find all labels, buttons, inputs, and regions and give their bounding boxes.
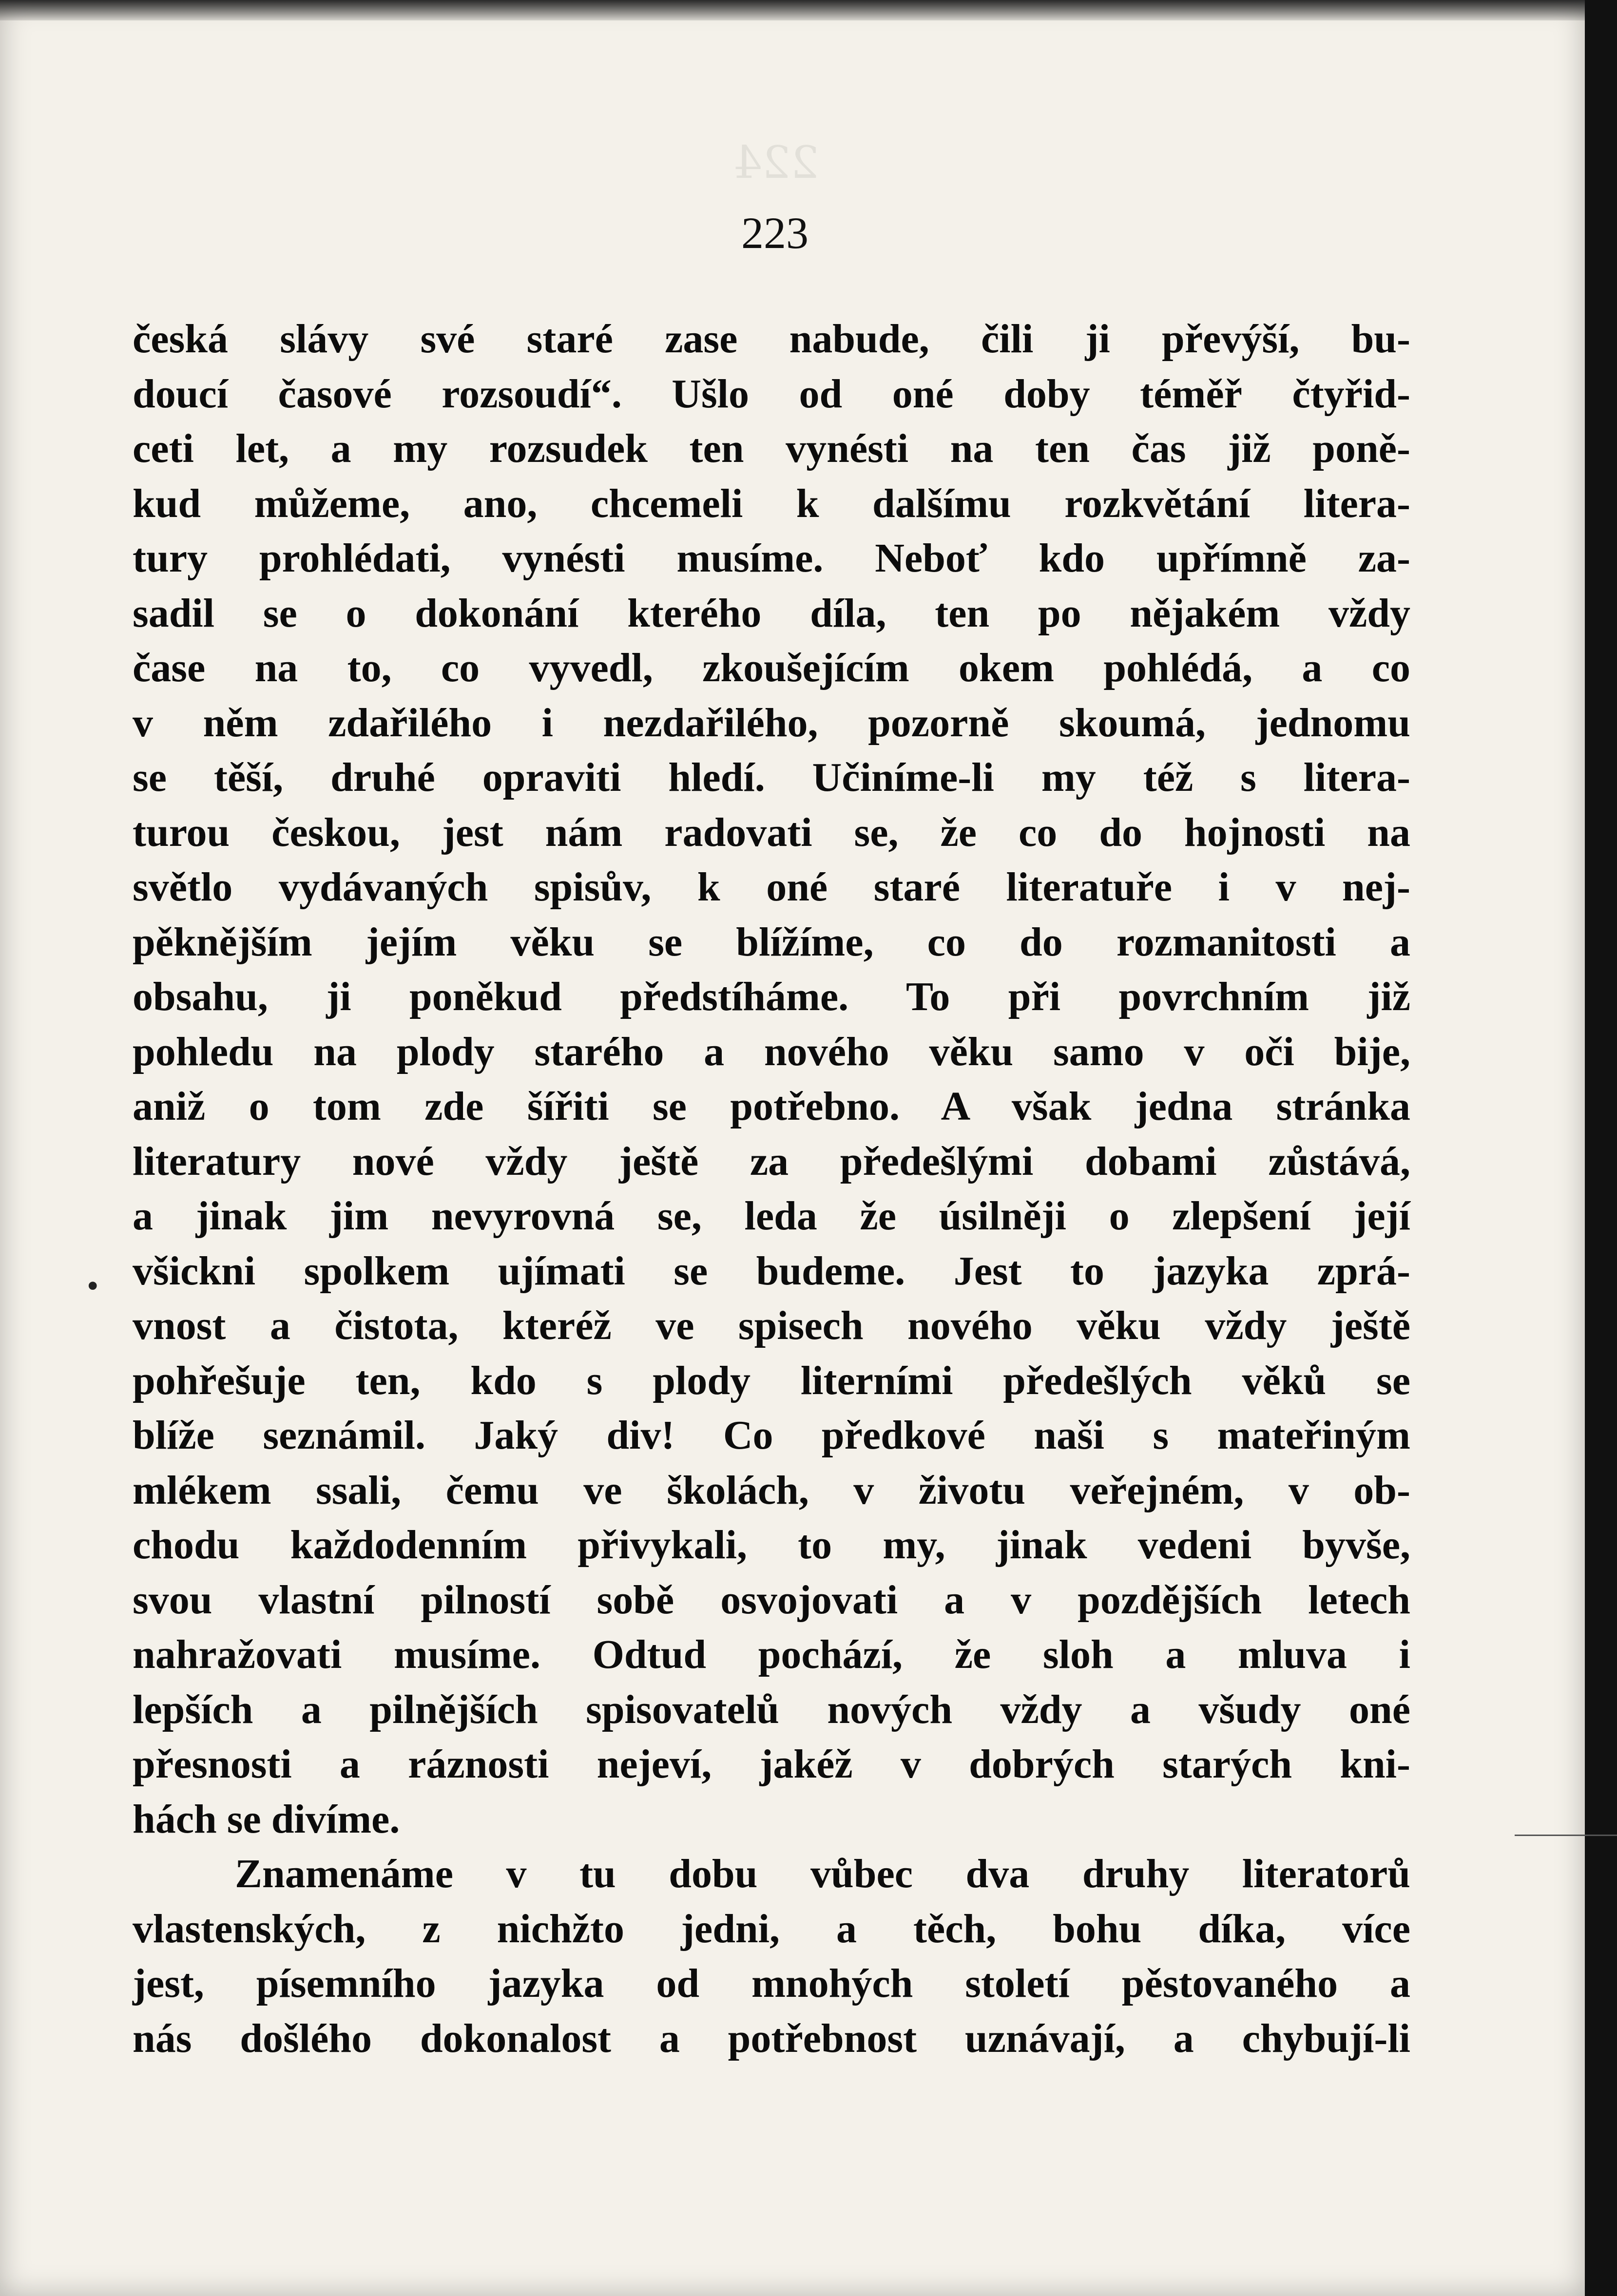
margin-dot: • <box>87 1267 99 1305</box>
text-line: jest, písemního jazyka od mnohých století pěstovaného a <box>133 1961 1410 2006</box>
page-number: 223 <box>741 208 808 258</box>
text-line: se těší, druhé opraviti hledí. Učiníme-li my též s litera- <box>133 755 1410 800</box>
text-line: přesnosti a ráznosti nejeví, jakéž v dobrých starých kni- <box>133 1741 1410 1787</box>
text-line: aniž o tom zde šířiti se potřebno. A však jedna stránka <box>133 1084 1410 1129</box>
scan-edge-rule <box>1515 1835 1617 1836</box>
text-line: literatury nové vždy ještě za předešlými dobami zůstává, <box>133 1138 1410 1184</box>
text-line: blíže seznámil. Jaký div! Co předkové naši s mateřiným <box>133 1413 1410 1458</box>
scan-binding-edge <box>1585 0 1617 2296</box>
text-line: mlékem ssali, čemu ve školách, v životu veřejném, v ob- <box>133 1467 1410 1513</box>
scan-top-edge <box>0 0 1585 20</box>
text-line: sadil se o dokonání kterého díla, ten po nějakém vždy <box>133 590 1410 636</box>
text-line: nahražovati musíme. Odtud pochází, že sloh a mluva i <box>133 1632 1410 1677</box>
text-line: turou českou, jest nám radovati se, že co do hojnosti na <box>133 809 1410 855</box>
text-line: Znamenáme v tu dobu vůbec dva druhy literatorů <box>235 1851 1410 1896</box>
text-line: a jinak jim nevyrovná se, leda že úsilněji o zlepšení její <box>133 1193 1410 1239</box>
text-line: doucí časové rozsoudí“. Ušlo od oné doby téměř čtyřid- <box>133 371 1410 417</box>
text-line: chodu každodenním přivykali, to my, jinak vedeni byvše, <box>133 1522 1410 1568</box>
text-line: tury prohlédati, vynésti musíme. Neboť kdo upřímně za- <box>133 536 1410 581</box>
text-line: obsahu, ji poněkud předstíháme. To při povrchním již <box>133 974 1410 1019</box>
text-line: v něm zdařilého i nezdařilého, pozorně skoumá, jednomu <box>133 700 1410 746</box>
text-line: vlastenských, z nichžto jedni, a těch, bohu díka, více <box>133 1906 1410 1952</box>
text-line: kud můžeme, ano, chcemeli k dalšímu rozkvětání litera- <box>133 480 1410 526</box>
text-line: světlo vydávaných spisův, k oné staré literatuře i v nej- <box>133 864 1410 910</box>
text-line: svou vlastní pilností sobě osvojovati a v pozdějších letech <box>133 1577 1410 1623</box>
text-line: hách se divíme. <box>133 1796 400 1842</box>
text-line: lepších a pilnějších spisovatelů nových vždy a všudy oné <box>133 1686 1410 1732</box>
text-line: ceti let, a my rozsudek ten vynésti na ten čas již poně- <box>133 426 1410 471</box>
text-line: všickni spolkem ujímati se budeme. Jest to jazyka zprá- <box>133 1248 1410 1294</box>
text-line: nás došlého dokonalost a potřebnost uznávají, a chybují-li <box>133 2015 1410 2061</box>
text-line: pěknějším jejím věku se blížíme, co do rozmanitosti a <box>133 919 1410 965</box>
body-text <box>133 312 1410 2066</box>
text-line: česká slávy své staré zase nabude, čili ji převýší, bu- <box>133 316 1410 362</box>
text-line: pohřešuje ten, kdo s plody literními předešlých věků se <box>133 1358 1410 1403</box>
text-line: vnost a čistota, kteréž ve spisech nového věku vždy ještě <box>133 1303 1410 1348</box>
bleed-through-page-number: 224 <box>733 136 819 189</box>
text-line: čase na to, co vyvedl, zkoušejícím okem pohlédá, a co <box>133 645 1410 690</box>
text-line: pohledu na plody starého a nového věku samo v oči bije, <box>133 1029 1410 1074</box>
